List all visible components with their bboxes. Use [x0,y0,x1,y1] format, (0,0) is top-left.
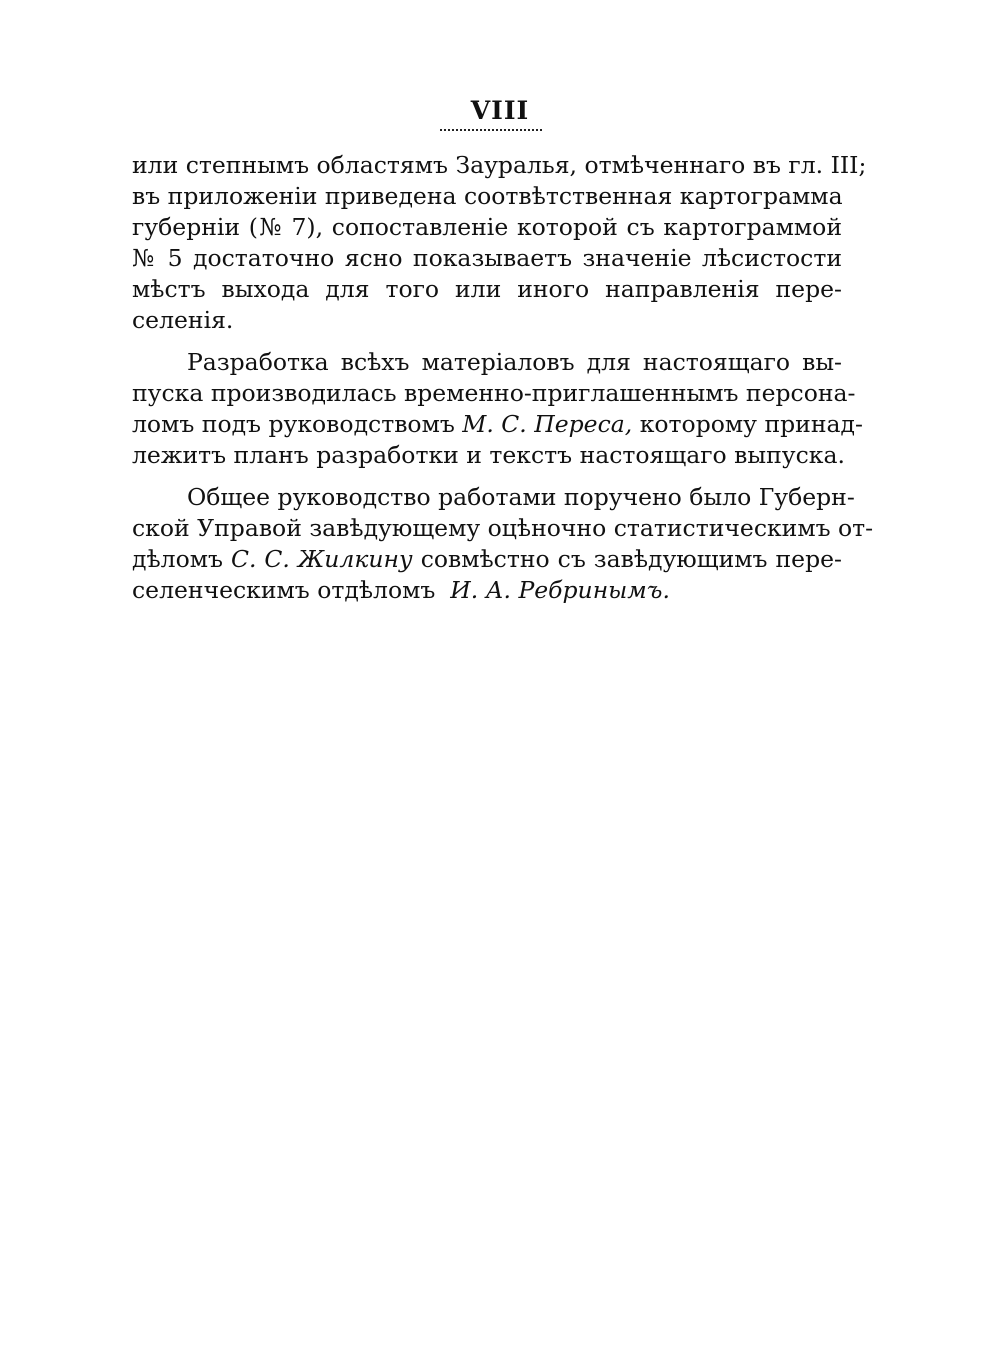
text-line: въ приложеніи приведена соотвѣтственная картограмма [132,182,843,210]
paragraph-gap [132,336,842,347]
paragraph-gap [132,471,842,482]
body-text [132,150,874,606]
text-line-with-name [132,575,842,606]
text-line: или степнымъ областямъ Зауралья, отмѣченнаго въ гл. III; [132,151,867,179]
text-line-with-name [132,409,863,440]
paragraph-1 [132,150,867,336]
text-fragment: селенческимъ отдѣломъ [132,576,436,604]
person-name-zhilkin: С. С. Жилкину [230,545,413,573]
text-line: Разработка всѣхъ матеріаловъ для настоящаго вы- [187,348,842,376]
text-fragment: дѣломъ [132,545,223,573]
page-number: VIII [470,96,530,125]
text-line: Общее руководство работами поручено было Губерн- [187,483,855,511]
paragraph-3 [132,482,874,606]
person-name-rebrin: И. А. Ребринымъ. [450,576,670,604]
text-line: мѣстъ выхода для того или иного направленія пере- [132,275,842,303]
text-fragment: ломъ подъ руководствомъ [132,410,455,438]
text-line: № 5 достаточно ясно показываетъ значеніе лѣсистости [132,244,842,272]
text-line: пуска производилась временно-приглашеннымъ персона- [132,379,856,407]
text-fragment: которому принад- [639,410,863,438]
text-line: селенія. [132,306,234,334]
text-line: губерніи (№ 7), сопоставленіе которой съ картограммой [132,213,842,241]
person-name-peres: М. С. Переса, [462,410,633,438]
text-line: ской Управой завѣдующему оцѣночно статистическимъ от- [132,514,874,542]
paragraph-2 [132,347,863,471]
text-line: лежитъ планъ разработки и текстъ настоящаго выпуска. [132,441,845,469]
page-number-rule [440,129,542,131]
text-fragment: совмѣстно съ завѣдующимъ пере- [420,545,842,573]
text-line-with-name [132,544,842,575]
